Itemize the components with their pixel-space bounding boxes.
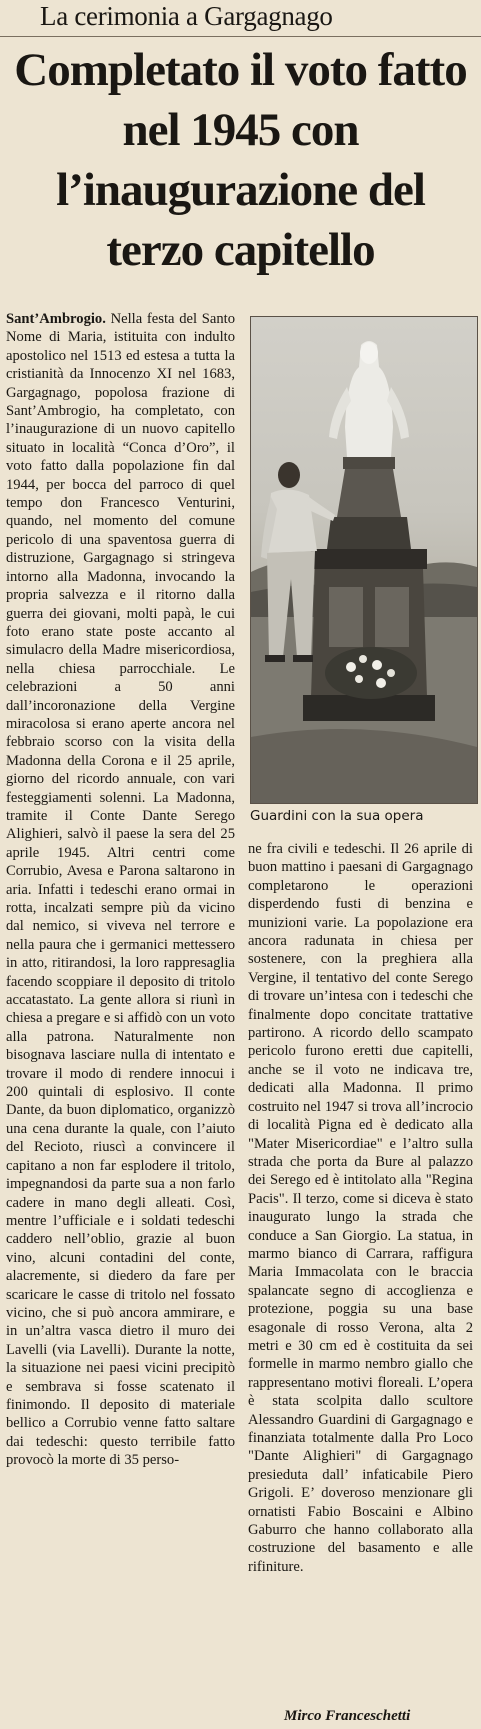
article-column-right: ne fra civili e tedeschi. Il 26 aprile di buon mattino i paesani di Gargagnago completarono le operazioni disperdendo fusti di benzina e munizioni varie. La popolazione era ancora radunata in chiesa per sostenere, con la preghiera alla Vergine, il tentativo del conte Serego di trovare un’intesa con i tedeschi che finalmente dopo concitate trattative partirono. A ricordo dello scampato pericolo furono eretti due capitelli, anche se il voto ne indicava tre, dedicati alla Madonna. Il primo costruito nel 1947 si trova all’incrocio di località Pigna ed è dedicato alla "Mater Misericordiae" e l’altro sulla strada che porta da Bure al palazzo dei Serego ed è intitolato alla "Regina Pacis". Il terzo, come si diceva è stato inaugurato lungo la strada che conduce a San Giorgio. La statua, in marmo bianco di Carrara, raffigura Maria Immacolata con le braccia spalancate segno di accoglienza e protezione, poggia su una base esagonale di rosso Verona, alta 2 metri e 30 cm ed è costituita da sei formelle in marmo nembro giallo che rappresentano motivi floreali. L’opera è stata scolpita dallo scultore Alessandro Guardini di Gargagnago e finanziata totalmente dalla Pro Loco "Dante Alighieri" di Gargagnago presieduta dall’ infaticabile Piero Grigoli. E’ doveroso menzionare gli ornatisti Fabio Boscaini e Albino Gaburro che hanno collaborato alla costruzione del basamento e alle rifiniture. bbox=[248, 841, 473, 1575]
article-column-left bbox=[6, 310, 235, 1470]
byline: Mirco Franceschetti bbox=[284, 1708, 411, 1724]
article-photo bbox=[250, 316, 478, 804]
photo-illustration bbox=[251, 317, 477, 803]
headline: Completato il voto fatto nel 1945 con l’inaugurazione del terzo capitello bbox=[14, 44, 467, 276]
kicker-text: La cerimonia a Gargagnago bbox=[40, 1, 333, 31]
article-text-left: Nella festa del Santo Nome di Maria, istituita con indulto apostolico nel 1513 ed estesa a tutta la cristianità da Innocenzo XI nel 1683, Gargagnago, popolosa frazione di Sant’Ambrogio, ha completato, con l’inaugurazione di un nuovo capitello situato in località “Conca d’Oro”, il voto fatto dalla popolazione fin dal 1944, per bocca del parroco di quel tempo don Francesco Venturini, quando, nel momento del comune pericolo di una spaventosa guerra di distruzione, Gargagnago si stringeva intorno alla Madonna, invocando la propria salvezza e il ritorno dalla guerra dei giovani, molti papà, le cui foto erano state poste accanto al simulacro della Madre misericordiosa, nella chiesa parrocchiale. Le celebrazioni a 50 anni dall’incoronazione della Vergine miracolosa si erano aperte ancora nel febbraio scorso con la visita della Madonna della Corona e il 25 aprile, giorno del ricordo annuale, con vari festeggiamenti solenni. La Madonna, tramite il Conte Dante Serego Alighieri, salvò il paese la sera del 25 aprile 1945. Altri centri come Corrubio, Avesa e Parona saltarono in aria. Infatti i tedeschi erano ormai in rotta, incalzati sempre più da vicino dal nemico, si viveva nel terrore e nella paura che i germanici mettessero in atto, ritirandosi, la loro rappresaglia facendo scoppiare il deposito di tritolo accatastato. La gente allora si riunì in chiesa a pregare e si affidò con un voto alla patrona. Naturalmente non bisognava lasciare nulla di intentato e trovare il modo di rendere innocui i 200 quintali di esplosivo. Il conte Dante, da buon diplomatico, organizzò una cena durante la quale, con l’aiuto del Recioto, riuscì a convincere il capitano a non far esplodere il tritolo, impegnandosi da parte sua a non farlo cadere in mano degli alleati. Così, mentre l’ufficiale e i soldati tedeschi caddero nell’oblio, grazie al buon vino, alcuni contadini del conte, alacremente, si diedero da fare per scaricare le casse di tritolo nel fossato vicino, che si può ancora ammirare, e in un’altra vasca dietro il muro dei Lavelli (via Lavelli). Durante la notte, la situazione nei paesi vicini precipitò e sembrava si fosse scatenato il finimondo. Il deposito di materiale bellico a Corrubio venne fatto saltare dai tedeschi: questo terribile fatto provocò la morte di 35 perso- bbox=[6, 311, 236, 1469]
photo-caption: Guardini con la sua opera bbox=[250, 808, 424, 824]
kicker-banner bbox=[0, 0, 481, 37]
article-dateline: Sant’Ambrogio. bbox=[6, 311, 106, 327]
